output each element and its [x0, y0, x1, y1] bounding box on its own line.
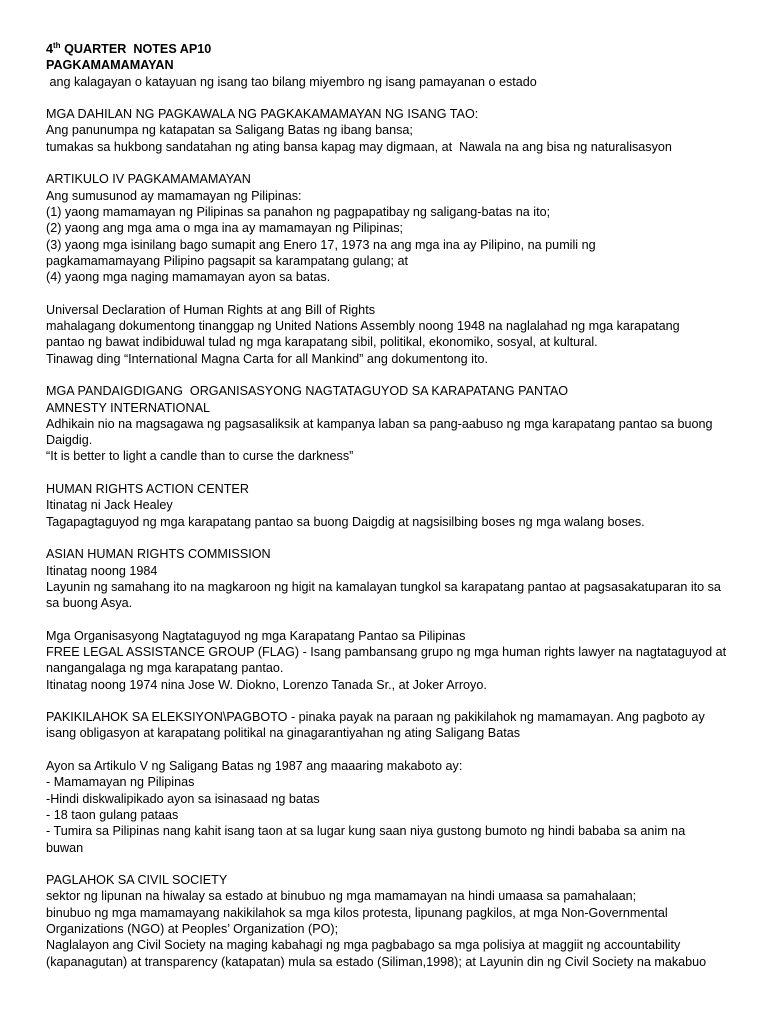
title-number: 4: [46, 42, 54, 56]
text-line: buwan: [46, 840, 84, 855]
text-line: “It is better to light a candle than to curse the darkness”: [46, 449, 354, 464]
text-line: (2) yaong ang mga ama o mga ina ay mamamayan ng Pilipinas;: [46, 221, 404, 236]
text-line: tumakas sa hukbong sandatahan ng ating bansa kapag may digmaan, at Nawala na ang bisa ng naturalisasyon: [46, 139, 672, 154]
paragraph: [46, 57, 746, 90]
paragraph-gap: [46, 285, 746, 301]
text-line: sa buong Asya.: [46, 596, 133, 611]
text-line: - Tumira sa Pilipinas nang kahit isang taon at sa lugar kung saan niya gustong bumoto ng hindi bababa sa anim na: [46, 824, 686, 839]
text-line: (1) yaong mamamayan ng Pilipinas sa panahon ng pagpapatibay ng saligang-batas na ito;: [46, 204, 551, 219]
text-line: (3) yaong mga isinilang bago sumapit ang Enero 17, 1973 na ang mga ina ay Pilipino, na pumili ng: [46, 237, 596, 252]
text-line: Tagapagtaguyod ng mga karapatang pantao sa buong Daigdig at nagsisilbing boses ng mga walang boses.: [46, 514, 645, 529]
paragraph-gap: [46, 611, 746, 627]
document-body: [46, 57, 746, 970]
text-line: Universal Declaration of Human Rights at ang Bill of Rights: [46, 302, 375, 317]
text-line: (kapanagutan) at transparency (katapatan) mula sa estado (Siliman,1998); at Layunin din ng Civil Society na makabuo: [46, 954, 707, 969]
text-line: binubuo ng mga mamamayang nakikilahok sa mga kilos protesta, lipunang pagkilos, at mga Non-Governmental: [46, 905, 668, 920]
text-line: Tinawag ding “International Magna Carta for all Mankind” ang dokumentong ito.: [46, 351, 488, 366]
text-line: nangangalaga ng mga karapatang pantao.: [46, 661, 284, 676]
paragraph: [46, 481, 746, 530]
text-line: Itinatag noong 1984: [46, 563, 158, 578]
text-line: Daigdig.: [46, 433, 93, 448]
text-line: pantao ng bawat indibiduwal tulad ng mga karapatang sibil, politikal, ekonomiko, sosyal, at kultural.: [46, 335, 598, 350]
paragraph-gap: [46, 693, 746, 709]
paragraph: [46, 872, 746, 970]
text-line: Mga Organisasyong Nagtataguyod ng mga Karapatang Pantao sa Pilipinas: [46, 628, 466, 643]
text-line: MGA PANDAIGDIGANG ORGANISASYONG NAGTATAGUYOD SA KARAPATANG PANTAO: [46, 384, 569, 399]
text-line: PAKIKILAHOK SA ELEKSIYON\PAGBOTO - pinaka payak na paraan ng pakikilahok ng mamamayan. Ang pagboto ay: [46, 710, 705, 725]
text-line: ang kalagayan o katayuan ng isang tao bilang miyembro ng isang pamayanan o estado: [46, 74, 537, 89]
document-title: [46, 41, 746, 57]
document-page: [46, 41, 746, 970]
text-line: MGA DAHILAN NG PAGKAWALA NG PAGKAKAMAMAYAN NG ISANG TAO:: [46, 107, 479, 122]
paragraph-gap: [46, 465, 746, 481]
text-line: mahalagang dokumentong tinanggap ng United Nations Assembly noong 1948 na naglalahad ng mga karapatang: [46, 319, 680, 334]
text-line: Itinatag noong 1974 nina Jose W. Diokno, Lorenzo Tanada Sr., at Joker Arroyo.: [46, 677, 487, 692]
title-text: QUARTER NOTES AP10: [60, 42, 212, 56]
text-line: isang obligasyon at karapatang politikal na ginagarantiyahan ng ating Saligang Batas: [46, 726, 521, 741]
text-line: Naglalayon ang Civil Society na maging kabahagi ng mga pagbabago sa mga polisiya at maggiit ng accountability: [46, 938, 681, 953]
text-line: - 18 taon gulang pataas: [46, 807, 179, 822]
paragraph-gap: [46, 155, 746, 171]
text-line: ARTIKULO IV PAGKAMAMAMAYAN: [46, 172, 251, 187]
section-heading: PAGKAMAMAMAYAN: [46, 58, 174, 73]
text-line: PAGLAHOK SA CIVIL SOCIETY: [46, 873, 228, 888]
text-line: - Mamamayan ng Pilipinas: [46, 775, 195, 790]
text-line: Ang panunumpa ng katapatan sa Saligang Batas ng ibang bansa;: [46, 123, 413, 138]
paragraph: [46, 709, 746, 742]
text-line: AMNESTY INTERNATIONAL: [46, 400, 210, 415]
paragraph-gap: [46, 367, 746, 383]
text-line: HUMAN RIGHTS ACTION CENTER: [46, 482, 249, 497]
text-line: FREE LEGAL ASSISTANCE GROUP (FLAG) - Isang pambansang grupo ng mga human rights lawyer na nagtataguyod at: [46, 644, 727, 659]
text-line: Layunin ng samahang ito na magkaroon ng higit na kamalayan tungkol sa karapatang pantao at pagsasakatuparan ito sa: [46, 579, 721, 594]
title-superscript: th: [53, 40, 61, 50]
text-line: Itinatag ni Jack Healey: [46, 498, 173, 513]
text-line: sektor ng lipunan na hiwalay sa estado at binubuo ng mga mamamayan na hindi umaasa sa pamahalaan;: [46, 889, 637, 904]
text-line: Ang sumusunod ay mamamayan ng Pilipinas:: [46, 188, 302, 203]
paragraph: [46, 383, 746, 464]
paragraph: [46, 546, 746, 611]
paragraph-gap: [46, 90, 746, 106]
paragraph-gap: [46, 742, 746, 758]
paragraph-gap: [46, 530, 746, 546]
text-line: (4) yaong mga naging mamamayan ayon sa batas.: [46, 270, 331, 285]
text-line: -Hindi diskwalipikado ayon sa isinasaad ng batas: [46, 791, 320, 806]
paragraph: [46, 106, 746, 155]
paragraph-gap: [46, 856, 746, 872]
paragraph: [46, 758, 746, 856]
text-line: ASIAN HUMAN RIGHTS COMMISSION: [46, 547, 271, 562]
text-line: Adhikain nio na magsagawa ng pagsasaliksik at kampanya laban sa pang-aabuso ng mga karapatang pantao sa buong: [46, 416, 713, 431]
paragraph: [46, 171, 746, 285]
text-line: Ayon sa Artikulo V ng Saligang Batas ng 1987 ang maaaring makaboto ay:: [46, 759, 463, 774]
text-line: Organizations (NGO) at Peoples’ Organization (PO);: [46, 922, 339, 937]
paragraph: [46, 628, 746, 693]
paragraph: [46, 302, 746, 367]
text-line: pagkamamamayang Pilipino pagsapit sa karampatang gulang; at: [46, 253, 408, 268]
